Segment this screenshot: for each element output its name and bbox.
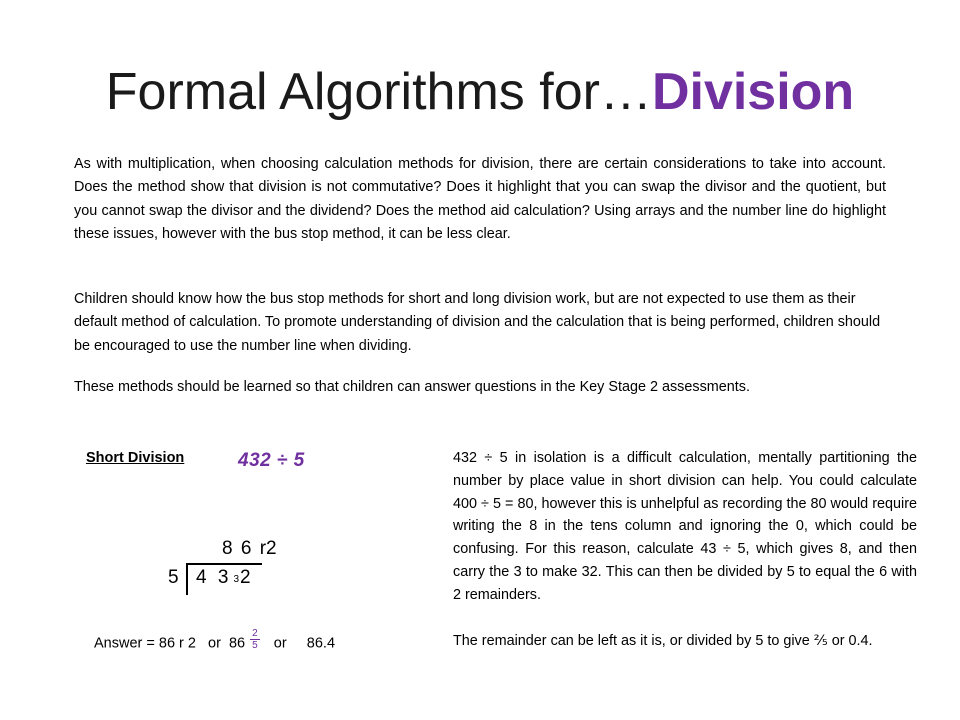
answer-prefix: Answer = 86 r 2 or 86 xyxy=(94,635,246,652)
fraction-numerator: 2 xyxy=(252,628,258,639)
dividend-digit: 3 xyxy=(217,567,229,588)
fraction xyxy=(250,628,260,651)
dividend-digit: 2 xyxy=(240,567,251,588)
explanation-paragraph: 432 ÷ 5 in isolation is a difficult calculation, mentally partitioning the number by place value in short division can help. You could calculate 400 ÷ 5 = 80, however this is unhelpful as recording the 80 would require writing the 8 in the tens column and ignoring the 0, which could be confusing. For this reason, calculate 43 ÷ 5, which gives 8, and then carry the 3 to make 32. This can then be divided by 5 to equal the 6 with 2 remainders. xyxy=(453,450,917,603)
answer-suffix: or 86.4 xyxy=(273,635,336,652)
page-title xyxy=(0,60,960,124)
remainder-note: The remainder can be left as it is, or divided by 5 to give ⅖ or 0.4. xyxy=(453,633,873,649)
title-accent: Division xyxy=(651,63,855,121)
assessment-paragraph: These methods should be learned so that children can answer questions in the Key Stage 2 assessments. xyxy=(74,379,750,395)
intro-paragraph: As with multiplication, when choosing calculation methods for division, there are certain considerations to take into account. Does the method show that division is not commutative? Does it highlight that you can swap the divisor and the quotient, but you cannot swap the divisor and the dividend? Does the method aid calculation? Using arrays and the number line do highlight these issues, however with the bus stop method, it can be less clear. xyxy=(74,156,886,243)
dividend-digit: 4 xyxy=(196,567,207,588)
carry-digit: 3 xyxy=(233,574,239,585)
fraction-denominator: 5 xyxy=(252,640,258,651)
quotient: 8 6 r2 xyxy=(222,538,277,559)
division-expression: 432 ÷ 5 xyxy=(238,450,305,471)
divisor: 5 xyxy=(168,567,179,588)
bus-stop-paragraph: Children should know how the bus stop methods for short and long division work, but are not expected to use them as their default method of calculation. To promote understanding of division and the calculation that is being performed, children should be encouraged to use the number line when dividing. xyxy=(74,291,881,354)
title-prefix: Formal Algorithms for… xyxy=(105,63,652,121)
dividend xyxy=(196,567,251,589)
short-division-heading: Short Division xyxy=(86,450,185,466)
answer-line xyxy=(94,628,336,655)
